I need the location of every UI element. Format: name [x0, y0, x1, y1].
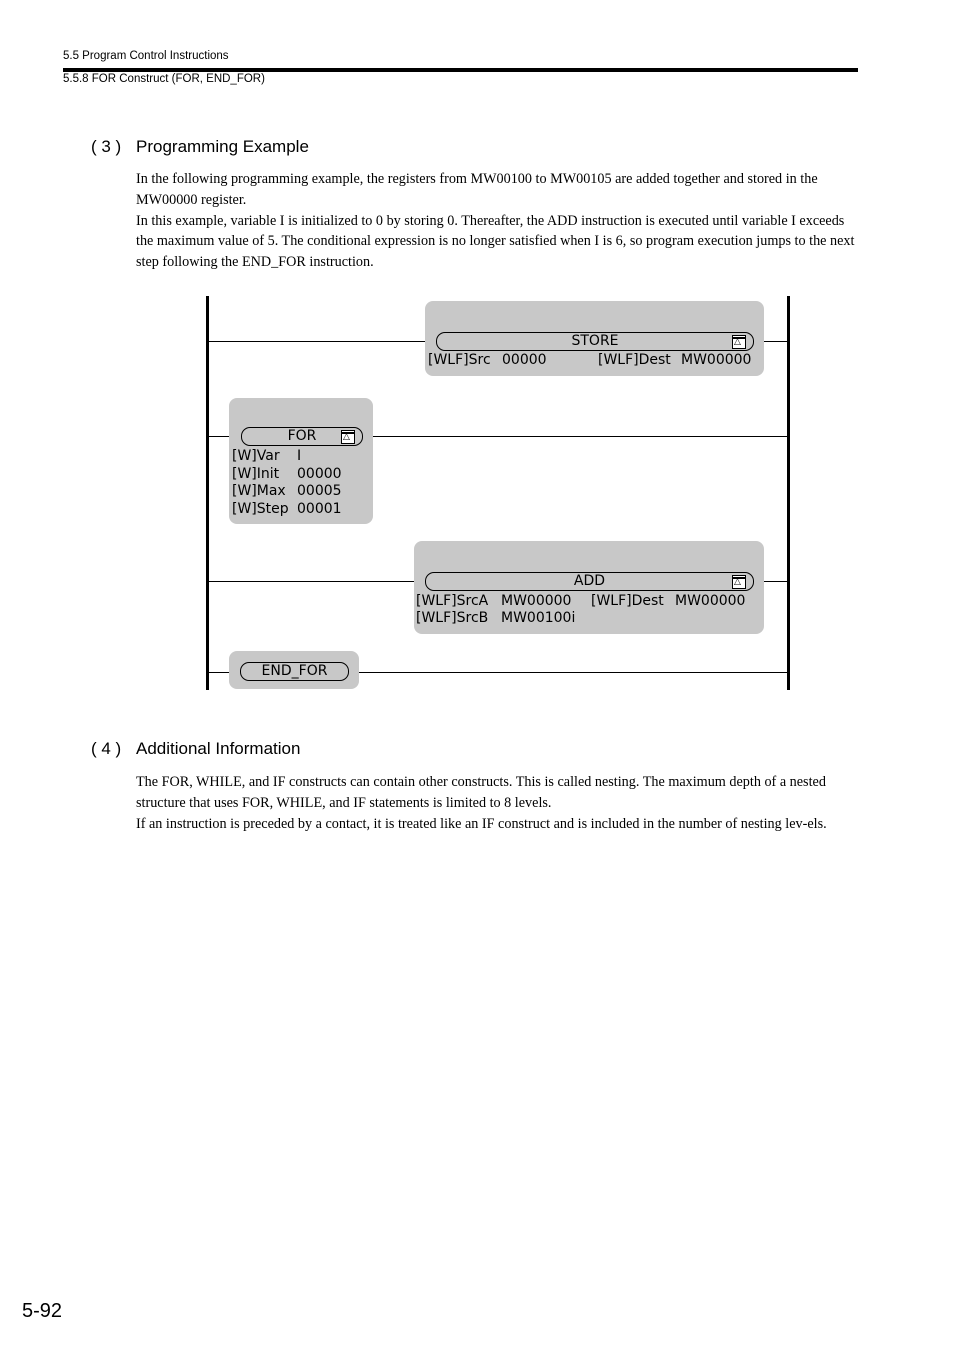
for-block[interactable]: [229, 398, 373, 524]
for-init-value: 00000: [297, 466, 342, 482]
section-4-heading: [91, 739, 300, 759]
for-max-label: [W]Max: [232, 483, 286, 499]
section-4-number: ( 4 ): [91, 739, 122, 758]
collapse-icon[interactable]: [732, 335, 746, 349]
add-block[interactable]: [414, 541, 764, 634]
section-3-number: ( 3 ): [91, 137, 122, 156]
add-dest-label: [WLF]Dest: [591, 593, 664, 609]
store-src-value: 00000: [502, 352, 547, 368]
left-power-rail: [206, 296, 209, 690]
add-instruction-bar[interactable]: [425, 572, 754, 591]
for-instruction-bar[interactable]: [241, 427, 363, 446]
end-for-instruction-bar[interactable]: [240, 662, 349, 681]
end-for-block[interactable]: [229, 651, 359, 689]
header-subsection: 5.5.8 FOR Construct (FOR, END_FOR): [63, 73, 265, 85]
store-dest-value: MW00000: [681, 352, 752, 368]
add-srca-value: MW00000: [501, 593, 572, 609]
section-3-heading: [91, 137, 309, 157]
section-3-body: [136, 169, 858, 273]
store-src-label: [WLF]Src: [428, 352, 491, 368]
for-instruction-name: FOR: [287, 428, 317, 444]
for-step-value: 00001: [297, 501, 342, 517]
add-srcb-label: [WLF]SrcB: [416, 610, 489, 626]
collapse-icon[interactable]: [341, 430, 355, 444]
add-srcb-value: MW00100i: [501, 610, 576, 626]
header-section: 5.5 Program Control Instructions: [63, 50, 229, 62]
header-rule: [63, 68, 858, 72]
store-dest-label: [WLF]Dest: [598, 352, 671, 368]
end-for-instruction-name: END_FOR: [261, 663, 328, 679]
section-4-title: Additional Information: [136, 739, 301, 758]
for-var-label: [W]Var: [232, 448, 280, 464]
section-3-paragraph-2: In this example, variable I is initialized to 0 by storing 0. Thereafter, the ADD instruction is executed until variable I exceeds the maximum value of 5. The conditional expression is no longer satisfied when I is 6, so program execution jumps to the next step following the END_FOR instruction.: [136, 212, 855, 271]
right-power-rail: [787, 296, 790, 690]
section-4-body: [136, 772, 858, 834]
add-srca-label: [WLF]SrcA: [416, 593, 489, 609]
page-number: 5-92: [22, 1300, 63, 1322]
add-dest-value: MW00000: [675, 593, 746, 609]
for-step-label: [W]Step: [232, 501, 289, 517]
section-3-paragraph-1: In the following programming example, the registers from MW00100 to MW00105 are added together and stored in the MW00000 register.: [136, 171, 818, 208]
for-init-label: [W]Init: [232, 466, 280, 482]
collapse-icon[interactable]: [732, 575, 746, 589]
store-block[interactable]: [425, 301, 764, 376]
section-3-title: Programming Example: [136, 137, 309, 156]
add-instruction-name: ADD: [573, 573, 606, 589]
for-var-value: I: [297, 448, 302, 464]
store-instruction-bar[interactable]: [436, 332, 754, 351]
store-instruction-name: STORE: [571, 333, 619, 349]
section-4-paragraph-2: If an instruction is preceded by a contact, it is treated like an IF construct and is included in the number of nesting lev-els.: [136, 815, 827, 832]
for-max-value: 00005: [297, 483, 342, 499]
section-4-paragraph-1: The FOR, WHILE, and IF constructs can contain other constructs. This is called nesting. The maximum depth of a nested structure that uses FOR, WHILE, and IF statements is limited to 8 levels.: [136, 774, 826, 811]
